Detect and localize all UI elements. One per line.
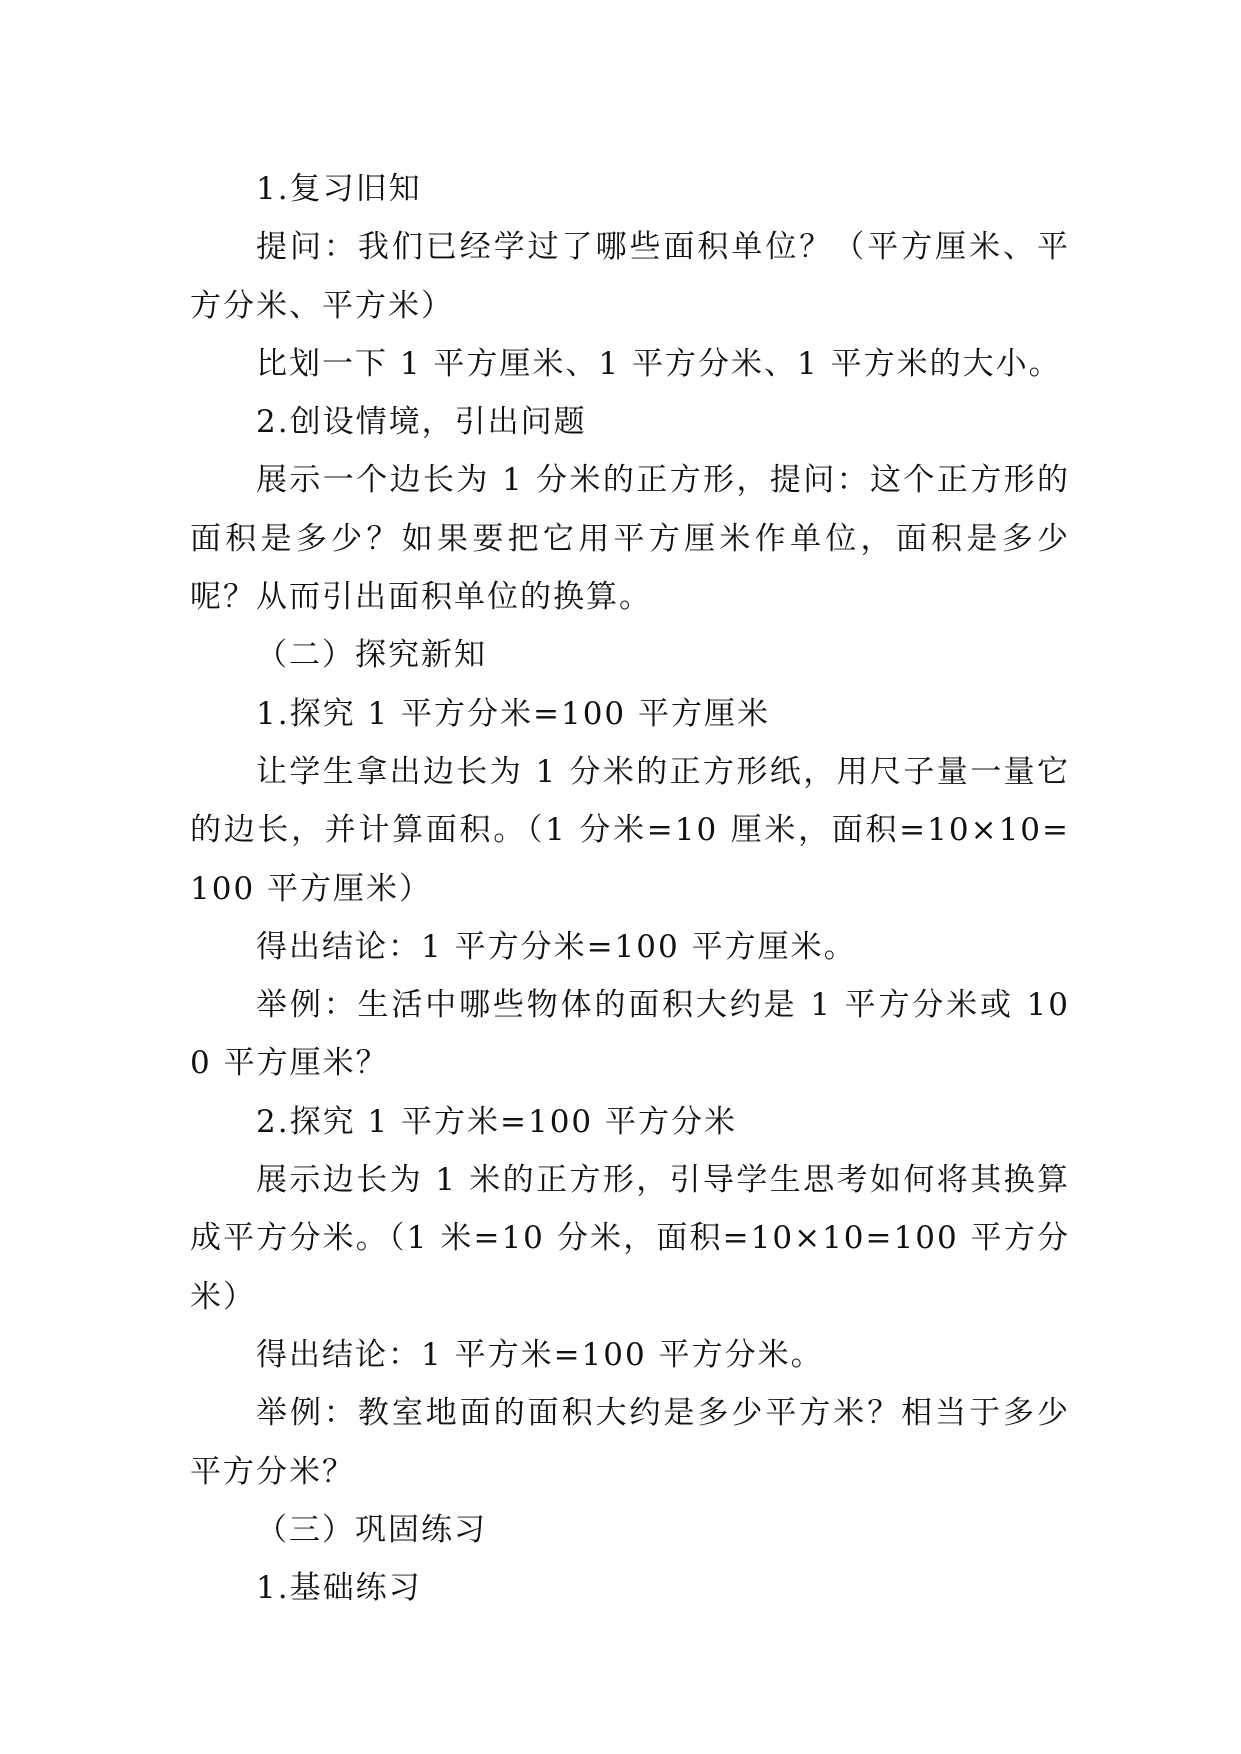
section-heading-explore: （二）探究新知: [256, 637, 487, 674]
paragraph-question-units: 提问：我们已经学过了哪些面积单位？（平方厘米、平方分米、平方米）: [190, 229, 1070, 324]
heading-explore-m2: 2.探究 1 平方米=100 平方分米: [256, 1103, 738, 1140]
heading-explore-dm2: 1.探究 1 平方分米=100 平方厘米: [256, 695, 771, 732]
paragraph-conclusion-dm2: 得出结论：1 平方分米=100 平方厘米。: [256, 928, 857, 965]
paragraph-measure-square: 让学生拿出边长为 1 分米的正方形纸，用尺子量一量它的边长，并计算面积。（1 分米=10 厘米，面积=10×10=100 平方厘米）: [190, 753, 1070, 907]
section-heading-practice: （三）巩固练习: [256, 1511, 487, 1548]
paragraph-show-meter-square: 展示边长为 1 米的正方形，引导学生思考如何将其换算成平方分米。（1 米=10 分米，面积=10×10=100 平方分米）: [190, 1162, 1070, 1315]
paragraph-example-dm2: 举例：生活中哪些物体的面积大约是 1 平方分米或 100 平方厘米？: [190, 987, 1070, 1082]
paragraph-show-square: 展示一个边长为 1 分米的正方形，提问：这个正方形的面积是多少？如果要把它用平方厘米作单位，面积是多少呢？从而引出面积单位的换算。: [190, 462, 1070, 616]
heading-review: 1.复习旧知: [256, 171, 422, 207]
heading-create-situation: 2.创设情境，引出问题: [256, 404, 587, 441]
document-body: [190, 160, 1070, 1617]
paragraph-example-m2: 举例：教室地面的面积大约是多少平方米？相当于多少平方分米？: [190, 1395, 1070, 1490]
paragraph-conclusion-m2: 得出结论：1 平方米=100 平方分米。: [256, 1336, 824, 1373]
heading-basic-practice: 1.基础练习: [256, 1570, 422, 1607]
paragraph-gesture-sizes: 比划一下 1 平方厘米、1 平方分米、1 平方米的大小。: [256, 345, 1062, 382]
